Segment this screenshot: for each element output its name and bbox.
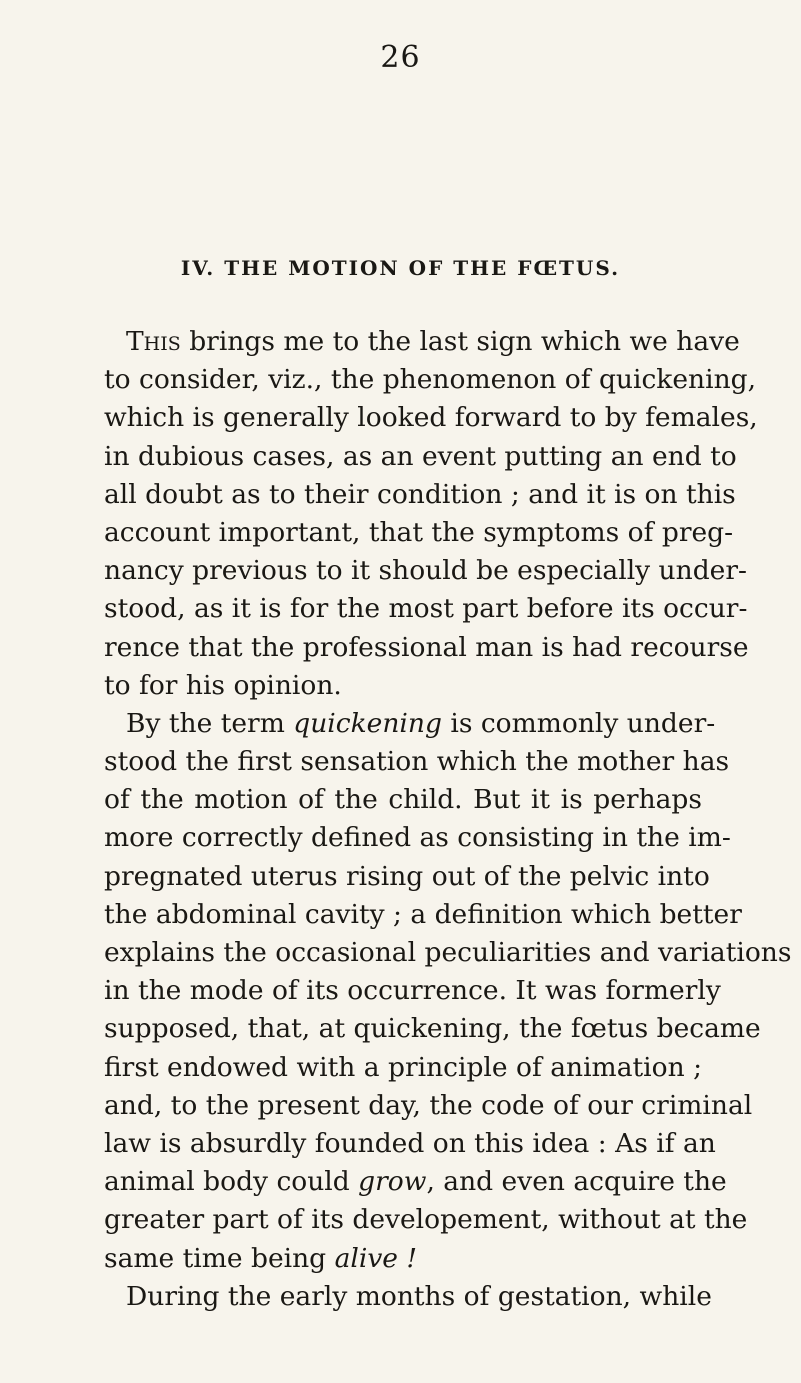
text-line: This brings me to the last sign which we have <box>126 326 740 357</box>
italic-term: quickening <box>293 707 442 739</box>
text-line: and, to the present day, the code of our criminal <box>104 1089 753 1121</box>
text-line: the abdominal cavity ; a definition which better <box>104 898 742 930</box>
text-line: explains the occasional peculiarities and variations <box>104 937 792 968</box>
italic-term: alive ! <box>334 1242 418 1274</box>
text-line: of the motion of the child. But it is perhaps <box>104 784 702 816</box>
text-line: During the early months of gestation, while <box>126 1280 712 1312</box>
text-line: all doubt as to their condition ; and it is on this <box>104 478 736 510</box>
text-line: account important, that the symptoms of preg- <box>104 516 734 548</box>
text-line: to consider, viz., the phenomenon of quickening, <box>104 364 757 396</box>
text-line: animal body could grow, and even acquire the <box>104 1166 727 1198</box>
text-line: more correctly defined as consisting in the im- <box>104 822 731 854</box>
text-line: stood the first sensation which the mother has <box>104 746 730 778</box>
body-text <box>104 323 792 1316</box>
text-line: same time being alive ! <box>104 1242 418 1274</box>
text-line: in the mode of its occurrence. It was formerly <box>104 975 721 1007</box>
text-line: stood, as it is for the most part before its occur- <box>104 593 748 625</box>
text-line: greater part of its developement, without at the <box>104 1204 748 1236</box>
text-line: law is absurdly founded on this idea : As if an <box>104 1127 716 1159</box>
text-line: to for his opinion. <box>104 669 342 701</box>
text-line: in dubious cases, as an event putting an end to <box>104 440 737 472</box>
page-number: 26 <box>380 40 421 75</box>
text-line: first endowed with a principle of animation ; <box>104 1051 702 1083</box>
text-line: supposed, that, at quickening, the fœtus became <box>104 1013 761 1045</box>
text-line: nancy previous to it should be especially under- <box>104 555 747 587</box>
small-caps-word: This <box>126 326 181 357</box>
text-line: which is generally looked forward to by females, <box>104 402 758 434</box>
text-line: pregnated uterus rising out of the pelvic into <box>104 860 710 892</box>
text-line: By the term quickening is commonly under- <box>126 707 716 739</box>
text-line: rence that the professional man is had recourse <box>104 631 749 663</box>
section-heading: IV. THE MOTION OF THE FŒTUS. <box>180 256 621 280</box>
italic-term: grow <box>358 1166 427 1198</box>
